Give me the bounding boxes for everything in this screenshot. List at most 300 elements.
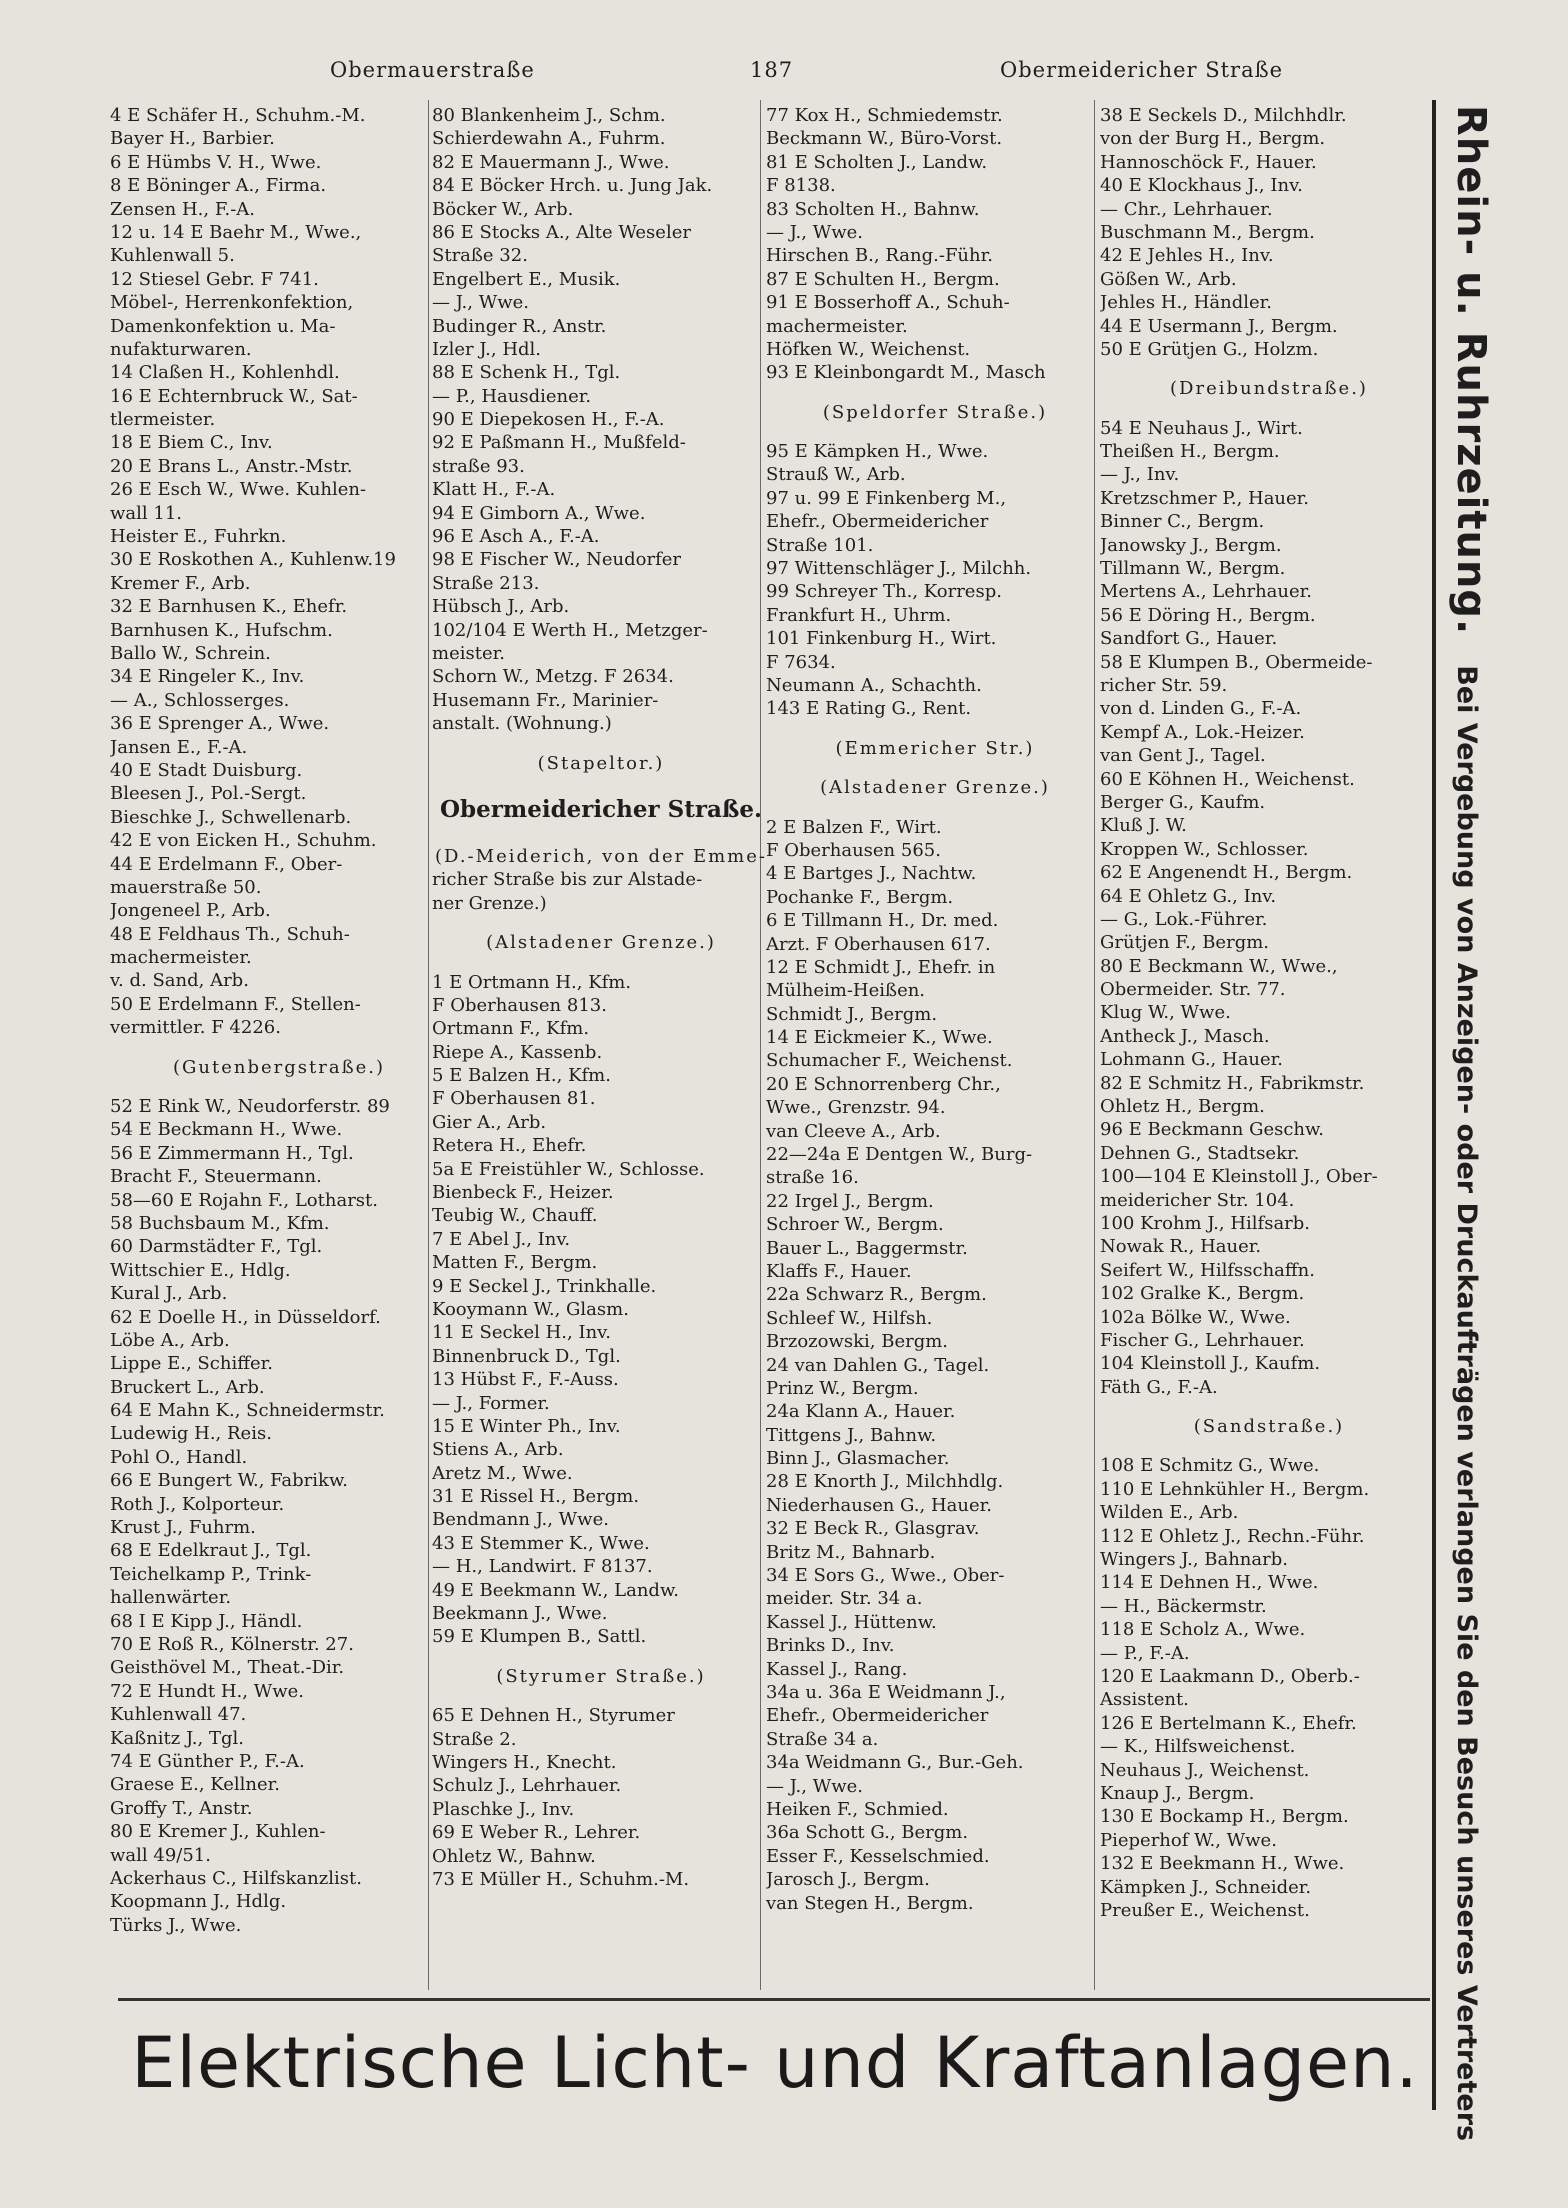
directory-entry: Plaschke J., Inv. [432,1798,575,1820]
directory-entry: Ludewig H., Reis. [110,1423,272,1445]
directory-entry: Neumann A., Schachth. [766,674,982,696]
sidebar-title: Rhein- u. Ruhrzeitung. [1448,105,1494,636]
directory-entry: 32 E Barnhusen K., Ehefr. [110,596,348,618]
directory-entry: 56 E Zimmermann H., Tgl. [110,1142,354,1164]
directory-column-3 [766,104,1104,2004]
directory-entry: Kassel J., Rang. [766,1658,908,1680]
directory-entry: F Oberhausen 565. [766,839,941,861]
directory-entry: 54 E Beckmann H., Wwe. [110,1119,343,1141]
directory-entry: Kuhlenwall 5. [110,245,235,267]
directory-entry: 14 Claßen H., Kohlenhdl. [110,362,340,384]
directory-entry: — J., Wwe. [766,221,863,243]
directory-entry: 4 E Bartges J., Nachtw. [766,863,977,885]
directory-entry: 16 E Echternbruck W., Sat- [110,385,358,407]
directory-entry: 73 E Müller H., Schuhm.-M. [432,1868,690,1890]
directory-entry: Höfken W., Weichenst. [766,338,971,360]
directory-entry: v. d. Sand, Arb. [110,970,249,992]
directory-entry: 44 E Erdelmann F., Ober- [110,853,343,875]
directory-entry: tlermeister. [110,409,216,431]
directory-entry: 52 E Rink W., Neudorferstr. 89 [110,1096,390,1118]
directory-entry: machermeister. [766,315,908,337]
directory-entry: Schierdewahn A., Fuhrm. [432,128,666,150]
directory-entry: Binner C., Bergm. [1100,511,1265,533]
directory-entry: Seifert W., Hilfsschaffn. [1100,1259,1315,1281]
directory-entry: Fäth G., F.-A. [1100,1376,1218,1398]
spacer [766,721,1104,737]
directory-entry: Bendmann J., Wwe. [432,1509,609,1531]
directory-entry: Kooymann W., Glasm. [432,1298,629,1320]
directory-entry: Niederhausen G., Hauer. [766,1494,992,1516]
directory-entry: 92 E Paßmann H., Mußfeld- [432,432,686,454]
directory-entry: Kempf A., Lok.-Heizer. [1100,721,1305,743]
directory-entry: 80 Blankenheim J., Schm. [432,105,666,126]
directory-entry: 22a Schwarz R., Bergm. [766,1284,987,1306]
directory-entry: Damenkonfektion u. Ma- [110,315,336,337]
directory-entry: vermittler. F 4226. [110,1017,281,1039]
directory-entry: 69 E Weber R., Lehrer. [432,1822,641,1844]
directory-entry: 34 E Ringeler K., Inv. [110,666,305,688]
directory-entry: 68 I E Kipp J., Händl. [110,1610,303,1632]
directory-entry: Böcker W., Arb. [432,198,574,220]
directory-entry: 82 E Schmitz H., Fabrikmstr. [1100,1072,1365,1094]
directory-entry: Möbel-, Herrenkonfektion, [110,292,354,314]
directory-entry: 90 E Diepekosen H., F.-A. [432,409,665,431]
directory-entry: 60 E Köhnen H., Weichenst. [1100,768,1355,790]
spacer [432,775,770,791]
directory-entry: 5 E Balzen H., Kfm. [432,1065,611,1087]
directory-entry: Beekmann J., Wwe. [432,1603,608,1625]
directory-entry: 82 E Mauermann J., Wwe. [432,151,670,173]
directory-entry: van Stegen H., Bergm. [766,1892,974,1914]
directory-entry: Graese E., Kellner. [110,1774,281,1796]
spacer [432,915,770,931]
directory-entry: straße 16. [766,1167,859,1189]
directory-entry: 64 E Ohletz G., Inv. [1100,885,1277,907]
directory-entry: Strauß W., Arb. [766,464,906,486]
directory-entry: 110 E Lehnkühler H., Bergm. [1100,1478,1370,1500]
directory-entry: Ohletz W., Bahnw. [432,1845,596,1867]
directory-entry: straße 93. [432,455,525,477]
directory-entry: Retera H., Ehefr. [432,1135,587,1157]
directory-entry: 9 E Seckel J., Trinkhalle. [432,1275,657,1297]
directory-column-1 [110,104,448,2004]
directory-entry: 97 u. 99 E Finkenberg M., [766,487,1007,509]
directory-column-4 [1100,104,1438,2004]
directory-entry: Heister E., Fuhrkn. [110,526,287,548]
directory-entry: Preußer E., Weichenst. [1100,1899,1310,1921]
spacer [432,955,770,971]
directory-entry: 2 E Balzen F., Wirt. [766,816,942,838]
directory-entry: Ballo W., Schrein. [110,642,271,664]
header-right-street: Obermeidericher Straße [1000,58,1284,82]
directory-entry: Mülheim-Heißen. [766,980,926,1002]
directory-entry: Straße 2. [432,1728,517,1750]
directory-entry: 11 E Seckel H., Inv. [432,1322,611,1344]
directory-entry: 93 E Kleinbongardt M., Masch [766,362,1046,384]
directory-entry: Aretz M., Wwe. [432,1462,573,1484]
directory-entry: Kassel J., Hüttenw. [766,1611,937,1633]
sidebar-subtitle: Bei Vergebung von Anzeigen- oder Druckaufträgen verlangen Sie den Besuch unseres Vertreters [1451,665,1482,2142]
directory-entry: 70 E Roß R., Kölnerstr. 27. [110,1634,354,1655]
cross-street-label: (Stapeltor.) [537,752,665,774]
directory-entry: Zensen H., F.-A. [110,198,256,220]
directory-entry: 1 E Ortmann H., Kfm. [432,971,632,993]
directory-entry: 102a Bölke W., Wwe. [1100,1306,1291,1328]
directory-entry: 14 E Eickmeier K., Wwe. [766,1027,993,1049]
directory-entry: Stiens A., Arb. [432,1439,564,1461]
directory-entry: 50 E Grütjen G., Holzm. [1100,338,1319,360]
directory-entry: 6 E Tillmann H., Dr. med. [766,910,999,932]
directory-entry: 36a Schott G., Bergm. [766,1822,969,1844]
directory-entry: 8 E Böninger A., Firma. [110,175,327,197]
directory-entry: 102/104 E Werth H., Metzger- [432,619,708,641]
spacer [432,1649,770,1665]
directory-entry: 60 Darmstädter F., Tgl. [110,1236,323,1258]
directory-column-2 [432,104,770,2004]
directory-entry: 58 Buchsbaum M., Kfm. [110,1212,330,1234]
directory-entry: 100 Krohm J., Hilfsarb. [1100,1212,1311,1234]
directory-entry: Straße 32. [432,245,528,267]
directory-entry: Geisthövel M., Theat.-Dir. [110,1657,345,1679]
directory-entry: 132 E Beekmann H., Wwe. [1100,1853,1345,1875]
spacer [110,1079,448,1095]
directory-entry: Hannoschöck F., Hauer. [1100,151,1317,173]
directory-entry: Bruckert L., Arb. [110,1376,265,1398]
directory-entry: Barnhusen K., Hufschm. [110,619,333,641]
directory-entry: 42 E Jehles H., Inv. [1100,245,1274,267]
directory-entry: 86 E Stocks A., Alte Weseler [432,221,691,243]
directory-entry: Mertens A., Lehrhauer. [1100,581,1313,603]
directory-entry: Roth J., Kolporteur. [110,1493,285,1515]
cross-street-label: (Sandstraße.) [1193,1416,1345,1438]
directory-entry: Jehles H., Händler. [1100,292,1272,314]
directory-entry: Schorn W., Metzg. F 2634. [432,666,674,688]
directory-entry: Groffy T., Anstr. [110,1797,253,1819]
directory-entry: 80 E Kremer J., Kuhlen- [110,1821,326,1843]
directory-entry: 12 E Schmidt J., Ehefr. in [766,956,996,978]
directory-entry: Kroppen W., Schlosser. [1100,838,1309,860]
directory-entry: 56 E Döring H., Bergm. [1100,604,1316,626]
directory-entry: 58 E Klumpen B., Obermeide- [1100,651,1373,673]
directory-entry: Tillmann W., Bergm. [1100,558,1286,580]
directory-entry: nufakturwaren. [110,338,252,360]
directory-entry: 94 E Gimborn A., Wwe. [432,502,646,524]
directory-entry: Pohl O., Handl. [110,1446,248,1468]
directory-entry: 58—60 E Rojahn F., Lotharst. [110,1189,378,1211]
directory-entry: 104 Kleinstoll J., Kaufm. [1100,1353,1321,1375]
directory-entry: Kämpken J., Schneider. [1100,1876,1312,1898]
directory-entry: von der Burg H., Bergm. [1100,128,1326,150]
directory-entry: Prinz W., Bergm. [766,1377,919,1399]
directory-entry: 59 E Klumpen B., Sattl. [432,1626,647,1648]
directory-entry: F 8138. [766,175,836,197]
directory-entry: Izler J., Hdl. [432,338,542,360]
directory-entry: Antheck J., Masch. [1100,1025,1270,1047]
directory-entry: Straße 101. [766,534,874,556]
directory-entry: Wingers H., Knecht. [432,1752,617,1773]
directory-entry: 22—24a E Dentgen W., Burg- [766,1144,1033,1166]
directory-entry: 40 E Klockhaus J., Inv. [1100,175,1303,197]
spacer [766,385,1104,401]
directory-entry: 4 E Schäfer H., Schuhm.-M. [110,105,366,126]
spacer [766,800,1104,816]
directory-entry: — J., Former. [432,1392,550,1414]
directory-entry: — G., Lok.-Führer. [1100,908,1268,930]
directory-entry: Esser F., Kesselschmied. [766,1845,990,1867]
directory-entry: meidericher Str. 104. [1100,1189,1295,1211]
directory-entry: 130 E Bockamp H., Bergm. [1100,1806,1349,1828]
directory-entry: meider. Str. 34 a. [766,1588,923,1610]
directory-entry: 120 E Laakmann D., Oberb.- [1100,1666,1360,1687]
directory-entry: 42 E von Eicken H., Schuhm. [110,830,377,852]
directory-entry: 24a Klann A., Hauer. [766,1401,956,1423]
directory-entry: — P., F.-A. [1100,1642,1190,1664]
directory-entry: Knaup J., Bergm. [1100,1782,1255,1804]
directory-entry: Pieperhof W., Wwe. [1100,1829,1277,1851]
directory-entry: 108 E Schmitz G., Wwe. [1100,1455,1320,1477]
directory-entry: 28 E Knorth J., Milchhdlg. [766,1471,1004,1493]
directory-entry: 99 Schreyer Th., Korresp. [766,581,1002,603]
directory-entry: Schleef W., Hilfsh. [766,1307,933,1329]
directory-entry: 48 E Feldhaus Th., Schuh- [110,923,350,945]
directory-entry: 6 E Hümbs V. H., Wwe. [110,151,322,173]
directory-entry: Gößen W., Arb. [1100,268,1237,290]
directory-entry: richer Straße bis zur Alstade- [432,869,703,891]
directory-entry: Bauer L., Baggermstr. [766,1237,968,1259]
directory-entry: Frankfurt H., Uhrm. [766,604,952,626]
directory-entry: Kretzschmer P., Hauer. [1100,487,1310,509]
directory-entry: Hübsch J., Arb. [432,596,570,618]
directory-entry: 64 E Mahn K., Schneidermstr. [110,1400,385,1422]
directory-entry: Fischer G., Lehrhauer. [1100,1329,1305,1351]
directory-entry: 31 E Rissel H., Bergm. [432,1486,640,1508]
directory-entry: 26 E Esch W., Wwe. Kuhlen- [110,479,367,501]
sidebar-advert [1440,105,1494,2142]
directory-entry: 91 E Bosserhoff A., Schuh- [766,292,1010,314]
directory-entry: 84 E Böcker Hrch. u. Jung Jak. [432,175,713,197]
directory-entry: Brinks D., Inv. [766,1635,895,1657]
directory-entry: Bieschke J., Schwellenarb. [110,806,352,828]
cross-street-label: (Dreibundstraße.) [1170,378,1368,400]
directory-entry: — H., Landwirt. F 8137. [432,1556,653,1578]
directory-entry: 22 Irgel J., Bergm. [766,1190,934,1212]
directory-entry: 7 E Abel J., Inv. [432,1228,571,1250]
directory-entry: 32 E Beck R., Glasgrav. [766,1518,980,1540]
directory-entry: 118 E Scholz A., Wwe. [1100,1619,1306,1641]
directory-entry: Engelbert E., Musik. [432,268,621,290]
directory-entry: 72 E Hundt H., Wwe. [110,1680,304,1702]
directory-entry: — H., Bäckermstr. [1100,1595,1267,1617]
directory-entry: 49 E Beekmann W., Landw. [432,1579,679,1601]
directory-entry: Riepe A., Kassenb. [432,1041,603,1063]
directory-entry: Wilden E., Arb. [1100,1502,1239,1524]
directory-entry: 65 E Dehnen H., Styrumer [432,1705,675,1727]
header-left-street: Obermauerstraße [330,58,535,82]
directory-entry: Kuhlenwall 47. [110,1704,247,1726]
directory-entry: wall 11. [110,502,182,524]
spacer [766,424,1104,440]
directory-entry: van Gent J., Tagel. [1100,745,1266,767]
directory-entry: 24 van Dahlen G., Tagel. [766,1354,990,1376]
directory-entry: 40 E Stadt Duisburg. [110,759,303,781]
directory-entry: Theißen H., Bergm. [1100,441,1280,463]
directory-entry: Klaffs F., Hauer. [766,1260,912,1282]
directory-entry: 13 Hübst F., F.-Auss. [432,1369,619,1391]
directory-entry: Grütjen F., Bergm. [1100,932,1270,954]
directory-entry: Berger G., Kaufm. [1100,791,1266,813]
directory-entry: F Oberhausen 81. [432,1088,596,1110]
directory-entry: F 7634. [766,651,836,673]
directory-entry: Sandfort G., Hauer. [1100,628,1278,650]
directory-entry: 102 Gralke K., Bergm. [1100,1283,1305,1305]
cross-street-label: (Alstadener Grenze.) [820,777,1050,799]
directory-entry: 36 E Sprenger A., Wwe. [110,713,330,735]
directory-entry: — P., Hausdiener. [432,385,592,407]
directory-entry: Britz M., Bahnarb. [766,1541,936,1563]
directory-entry: meister. [432,642,505,664]
page-number: 187 [750,58,794,82]
spacer [110,1040,448,1056]
directory-entry: 44 E Usermann J., Bergm. [1100,315,1338,337]
directory-entry: 62 E Doelle H., in Düsseldorf. [110,1306,381,1328]
directory-entry: Schmidt J., Bergm. [766,1003,938,1025]
directory-entry: 50 E Erdelmann F., Stellen- [110,993,361,1015]
directory-entry: Jongeneel P., Arb. [110,900,271,922]
cross-street-label: (Styrumer Straße.) [496,1665,706,1687]
directory-entry: 100—104 E Kleinstoll J., Ober- [1100,1166,1378,1188]
directory-entry: — K., Hilfsweichenst. [1100,1736,1296,1758]
directory-entry: anstalt. (Wohnung.) [432,713,612,735]
directory-entry: 66 E Bungert W., Fabrikw. [110,1470,348,1492]
cross-street-label: (Speldorfer Straße.) [822,401,1048,423]
directory-entry: Obermeider. Str. 77. [1100,979,1286,1001]
directory-entry: richer Str. 59. [1100,674,1228,696]
directory-entry: Binn J., Glasmacher. [766,1448,950,1470]
directory-entry: mauerstraße 50. [110,876,262,898]
spacer [1100,361,1438,377]
directory-entry: Lohmann G., Hauer. [1100,1049,1284,1071]
directory-entry: Kluß J. W. [1100,815,1187,837]
directory-entry: Teubig W., Chauff. [432,1205,598,1227]
directory-entry: Schroer W., Bergm. [766,1214,944,1236]
directory-entry: Dehnen G., Stadtsekr. [1100,1142,1300,1164]
cross-street-label: (D.-Meiderich, von der Emme- [435,845,767,867]
directory-entry: von d. Linden G., F.-A. [1100,698,1302,720]
directory-entry: 20 E Brans L., Anstr.-Mstr. [110,455,353,477]
directory-entry: 12 u. 14 E Baehr M., Wwe., [110,221,362,243]
directory-entry: ner Grenze.) [432,892,547,914]
directory-entry: Türks J., Wwe. [110,1914,242,1936]
directory-entry: Arzt. F Oberhausen 617. [766,933,991,955]
directory-entry: hallenwärter. [110,1587,232,1609]
directory-entry: 12 Stiesel Gebr. F 741. [110,268,319,290]
spacer [1100,1438,1438,1454]
directory-entry: 88 E Schenk H., Tgl. [432,362,621,384]
directory-entry: 38 E Seckels D., Milchhdlr. [1100,105,1347,126]
directory-entry: 34a u. 36a E Weidmann J., [766,1682,1006,1703]
directory-entry: Teichelkamp P., Trink- [110,1563,312,1585]
directory-entry: Binnenbruck D., Tgl. [432,1345,621,1367]
directory-entry: 5a E Freistühler W., Schlosse. [432,1158,705,1180]
directory-entry: Koopmann J., Hdlg. [110,1891,287,1913]
directory-entry: Buschmann M., Bergm. [1100,221,1315,243]
directory-entry: Budinger R., Anstr. [432,315,607,337]
directory-entry: Lippe E., Schiffer. [110,1353,273,1375]
cross-street-label: (Emmericher Str.) [835,737,1035,759]
cross-street-label: (Gutenbergstraße.) [172,1056,385,1078]
directory-entry: 112 E Ohletz J., Rechn.-Führ. [1100,1525,1365,1547]
spacer [1100,401,1438,417]
directory-entry: 20 E Schnorrenberg Chr., [766,1073,1001,1095]
directory-entry: Matten F., Bergm. [432,1252,598,1274]
spacer [432,1688,770,1704]
spacer [766,760,1104,776]
directory-entry: Bleesen J., Pol.-Sergt. [110,783,307,805]
directory-entry: Hirschen B., Rang.-Führ. [766,245,993,267]
directory-entry: 18 E Biem C., Inv. [110,432,273,454]
directory-entry: — A., Schlosserges. [110,689,290,711]
directory-entry: 126 E Bertelmann K., Ehefr. [1100,1712,1357,1734]
directory-entry: machermeister. [110,947,252,969]
directory-entry: 74 E Günther P., F.-A. [110,1750,305,1772]
directory-entry: 87 E Schulten H., Bergm. [766,268,1000,290]
directory-entry: Neuhaus J., Weichenst. [1100,1759,1310,1781]
directory-entry: Bracht F., Steuermann. [110,1166,322,1188]
directory-entry: 15 E Winter Ph., Inv. [432,1415,621,1437]
directory-entry: Wwe., Grenzstr. 94. [766,1097,946,1119]
directory-entry: 68 E Edelkraut J., Tgl. [110,1540,312,1562]
directory-entry: Beckmann W., Büro-Vorst. [766,128,1003,150]
directory-entry: Klatt H., F.-A. [432,479,556,501]
directory-entry: Jansen E., F.-A. [110,736,248,758]
directory-entry: Wittschier E., Hdlg. [110,1259,291,1281]
directory-entry: Pochanke F., Bergm. [766,886,954,908]
directory-entry: Janowsky J., Bergm. [1100,534,1282,556]
directory-entry: 114 E Dehnen H., Wwe. [1100,1572,1319,1594]
directory-entry: Assistent. [1100,1689,1189,1711]
spacer [432,736,770,752]
directory-entry: Jarosch J., Bergm. [766,1869,930,1891]
directory-entry: 96 E Beckmann Geschw. [1100,1119,1324,1141]
directory-entry: Schulz J., Lehrhauer. [432,1775,622,1797]
directory-entry: Gier A., Arb. [432,1111,547,1133]
directory-entry: Nowak R., Hauer. [1100,1236,1262,1258]
directory-entry: 30 E Roskothen A., Kuhlenw.19 [110,549,396,571]
directory-entry: 95 E Kämpken H., Wwe. [766,441,989,463]
directory-entry: 98 E Fischer W., Neudorfer [432,549,682,571]
directory-entry: Löbe A., Arb. [110,1329,230,1351]
spacer [1100,1399,1438,1415]
spacer [432,829,770,845]
directory-entry: Brzozowski, Bergm. [766,1331,949,1353]
directory-entry: 77 Kox H., Schmiedemstr. [766,105,1003,126]
directory-entry: Husemann Fr., Marinier- [432,689,659,711]
directory-entry: 97 Wittenschläger J., Milchh. [766,558,1032,580]
directory-entry: Straße 34 a. [766,1728,879,1750]
directory-entry: — J., Inv. [1100,464,1180,486]
directory-entry: 34 E Sors G., Wwe., Ober- [766,1565,1005,1587]
directory-entry: 54 E Neuhaus J., Wirt. [1100,417,1303,439]
directory-entry: — J., Wwe. [432,292,529,314]
directory-entry: 96 E Asch A., F.-A. [432,526,600,548]
directory-entry: 34a Weidmann G., Bur.-Geh. [766,1752,1024,1774]
directory-entry: 83 Scholten H., Bahnw. [766,198,980,220]
directory-entry: Ortmann F., Kfm. [432,1018,590,1040]
directory-entry: Tittgens J., Bahnw. [766,1424,937,1446]
directory-entry: Bienbeck F., Heizer. [432,1182,614,1204]
directory-entry: — J., Wwe. [766,1775,863,1797]
directory-entry: Ehefr., Obermeidericher [766,511,989,533]
